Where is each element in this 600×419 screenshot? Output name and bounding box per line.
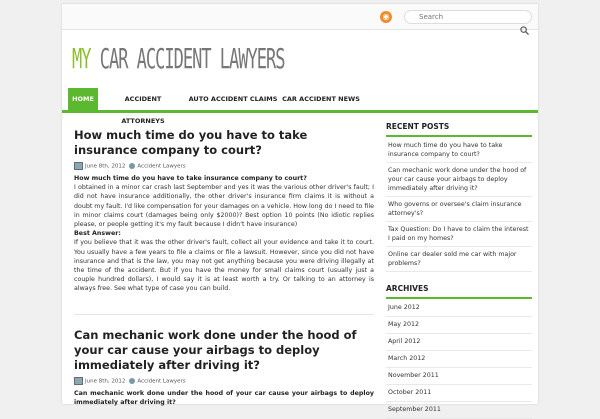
recent-post-link[interactable]: Who governs or oversee's claim insurance attorney's? [386,197,532,222]
logo-text: CAR ACCIDENT LAWYERS [99,44,285,76]
author-icon [129,378,135,384]
recent-post-link[interactable]: Online car dealer sold me car with major problems? [386,247,532,272]
search-icon[interactable] [520,26,529,35]
post-author[interactable]: Accident Lawyers [137,378,186,385]
nav-auto-accident-claims[interactable]: AUTO ACCIDENT CLAIMS [188,95,278,103]
recent-posts-title: RECENT POSTS [386,122,532,137]
calendar-icon [74,377,83,385]
post-title[interactable]: How much time do you have to take insurance company to court? [74,128,308,157]
post-title[interactable]: Can mechanic work done under the hood of your car cause your airbags to deploy immediately after driving it? [74,328,357,372]
archive-link[interactable]: October 2011 [386,385,532,402]
archive-link[interactable]: June 2012 [386,300,532,317]
calendar-icon [74,162,83,170]
archive-link[interactable]: September 2011 [386,402,532,419]
archive-link[interactable]: November 2011 [386,368,532,385]
post-date: June 8th, 2012 [85,163,126,170]
post-text: I obtained in a minor car crash last September and yes it was the various other driver's fault; I did not have insurance additionally, the other driver's insurance firm claims it is without a doubt my fault. I'd like compensation for your damages on a vehicle. How long do I need to file in minor claims court (damages being only $2000)? Best option 10 points (No idiotic replies please, or people getting it's my fault because I didn't have insurance) [74,184,375,229]
archives-list [386,300,532,419]
author-icon [129,163,135,169]
top-bar [62,4,538,30]
sidebar [386,122,536,413]
post-question: Can mechanic work done under the hood of your car cause your airbags to deploy immediately after driving it? [74,390,374,407]
nav-car-accident-news[interactable]: CAR ACCIDENT NEWS [282,95,360,103]
post-body [74,389,374,407]
post-meta [74,162,186,170]
answer-text: If you believe that it was the other driver's fault, collect all your evidence and take it to court. You usually have a few years to file a claims or file a lawsuit. However, since you did not have insurance and that is the law, you may not get anything because you were driving illegally at the time of the accident. But if you have the money for small claims court (usually just a couple hundred dollars), I would say it is at least worth a try. Or talking to an attorney is always free. See what type of case you can build. [74,239,374,293]
post-author[interactable]: Accident Lawyers [137,163,186,170]
archives-title: ARCHIVES [386,284,532,299]
nav-home[interactable]: HOME [68,88,98,110]
post-date: June 8th, 2012 [85,378,126,385]
archive-link[interactable]: March 2012 [386,351,532,368]
archive-link[interactable]: April 2012 [386,334,532,351]
nav-accident-attorneys[interactable]: ACCIDENT ATTORNEYS [121,95,165,125]
post-question: How much time do you have to take insurance company to court? [74,175,307,182]
post-meta [74,377,186,385]
main-content [74,122,375,407]
recent-posts-list [386,138,532,272]
post-divider [74,314,374,315]
recent-post-link[interactable]: Tax Question: Do I have to claim the interest I paid on my homes? [386,222,532,247]
post-body [74,174,374,294]
archive-link[interactable]: May 2012 [386,317,532,334]
recent-post-link[interactable]: How much time do you have to take insurance company to court? [386,138,532,163]
best-answer-label: Best Answer: [74,230,121,238]
logo-prefix: MY [72,44,91,76]
site-logo[interactable] [72,44,284,92]
rss-icon[interactable]: ◉ [380,11,392,23]
search-input[interactable] [404,10,532,24]
main-nav [62,88,538,125]
page-wrapper [62,4,538,413]
recent-post-link[interactable]: Can mechanic work done under the hood of your car cause your airbags to deploy immediately after driving it? [386,163,532,197]
